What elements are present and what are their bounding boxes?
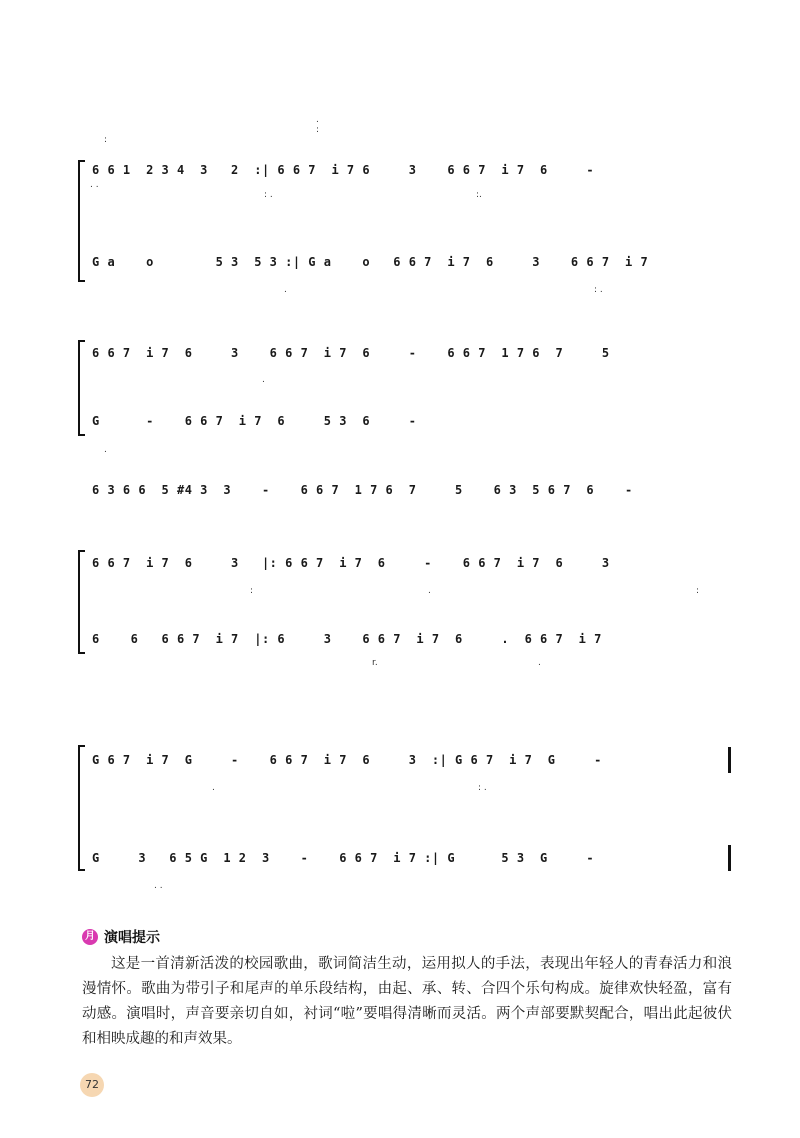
system-brace bbox=[78, 340, 85, 436]
octave-dot: . bbox=[538, 658, 541, 668]
octave-dot: . bbox=[104, 445, 107, 455]
final-barline bbox=[728, 747, 731, 773]
score-system-5 bbox=[78, 745, 738, 891]
upper-voice: 6 6 1 2 3 4 3 2 :| 6 6 7 i 7 6 3 6 6 7 i 7 6 - bbox=[92, 163, 595, 177]
octave-dot: . . bbox=[154, 881, 163, 891]
lower-voice: G a o 5 3 5 3 :| G a o 6 6 7 i 7 6 3 6 6 7 i 7 bbox=[92, 255, 649, 269]
system-brace bbox=[78, 550, 85, 654]
octave-dot: . bbox=[212, 783, 215, 793]
lower-voice: 6 6 6 6 7 i 7 |: 6 3 6 6 7 i 7 6 . 6 6 7 i 7 bbox=[92, 632, 602, 646]
octave-dot: . bbox=[284, 285, 287, 295]
singing-hint-body: 这是一首清新活泼的校园歌曲，歌词简洁生动，运用拟人的手法，表现出年轻人的青春活力和浪漫情怀。歌曲为带引子和尾声的单乐段结构，由起、承、转、合四个乐句构成。旋律欢快轻盈，富有动感。演唱时，声音要亲切自如，衬词“啦”要唱得清晰而灵活。两个声部要默契配合，唱出此起彼伏和相映成趣的和声效果。 bbox=[82, 956, 732, 1047]
octave-dot: : bbox=[696, 586, 700, 596]
octave-dot: . . bbox=[90, 180, 99, 190]
score-system-1 bbox=[78, 115, 738, 295]
octave-dot: . bbox=[428, 586, 431, 596]
final-barline bbox=[728, 845, 731, 871]
singing-hint-title: 演唱提示 bbox=[104, 930, 160, 946]
octave-dot: : . bbox=[594, 285, 603, 295]
octave-dot: r. bbox=[372, 658, 378, 668]
lower-voice: G - 6 6 7 i 7 6 5 3 6 - bbox=[92, 414, 417, 428]
upper-voice: 6 6 7 i 7 6 3 |: 6 6 7 i 7 6 - 6 6 7 i 7 6 3 bbox=[92, 556, 610, 570]
score-system-2 bbox=[78, 340, 738, 455]
music-note-icon: 月 bbox=[82, 929, 98, 945]
octave-dot: : . bbox=[478, 783, 487, 793]
lower-voice: G 3 6 5 G 1 2 3 - 6 6 7 i 7 :| G 5 3 G - bbox=[92, 851, 595, 865]
score-system-4 bbox=[78, 550, 738, 668]
octave-dot: :. bbox=[476, 190, 482, 200]
upper-voice: 6 6 7 i 7 6 3 6 6 7 i 7 6 - 6 6 7 1 7 6 7 5 bbox=[92, 346, 610, 360]
system-brace bbox=[78, 745, 85, 871]
system-brace bbox=[78, 160, 85, 282]
score-system-3 bbox=[78, 483, 738, 503]
octave-dot: . bbox=[262, 375, 265, 385]
octave-dot: : bbox=[250, 586, 254, 596]
octave-dot: : . bbox=[264, 190, 273, 200]
octave-dot: : bbox=[104, 135, 108, 145]
upper-voice: G 6 7 i 7 G - 6 6 7 i 7 6 3 :| G 6 7 i 7 G - bbox=[92, 753, 602, 767]
upper-voice: 6 3 6 6 5 #4 3 3 - 6 6 7 1 7 6 7 5 6 3 5 6 7 6 - bbox=[92, 483, 633, 497]
octave-dot: . : bbox=[316, 115, 320, 135]
singing-hint-header bbox=[82, 927, 160, 947]
page-number: 72 bbox=[80, 1073, 104, 1097]
